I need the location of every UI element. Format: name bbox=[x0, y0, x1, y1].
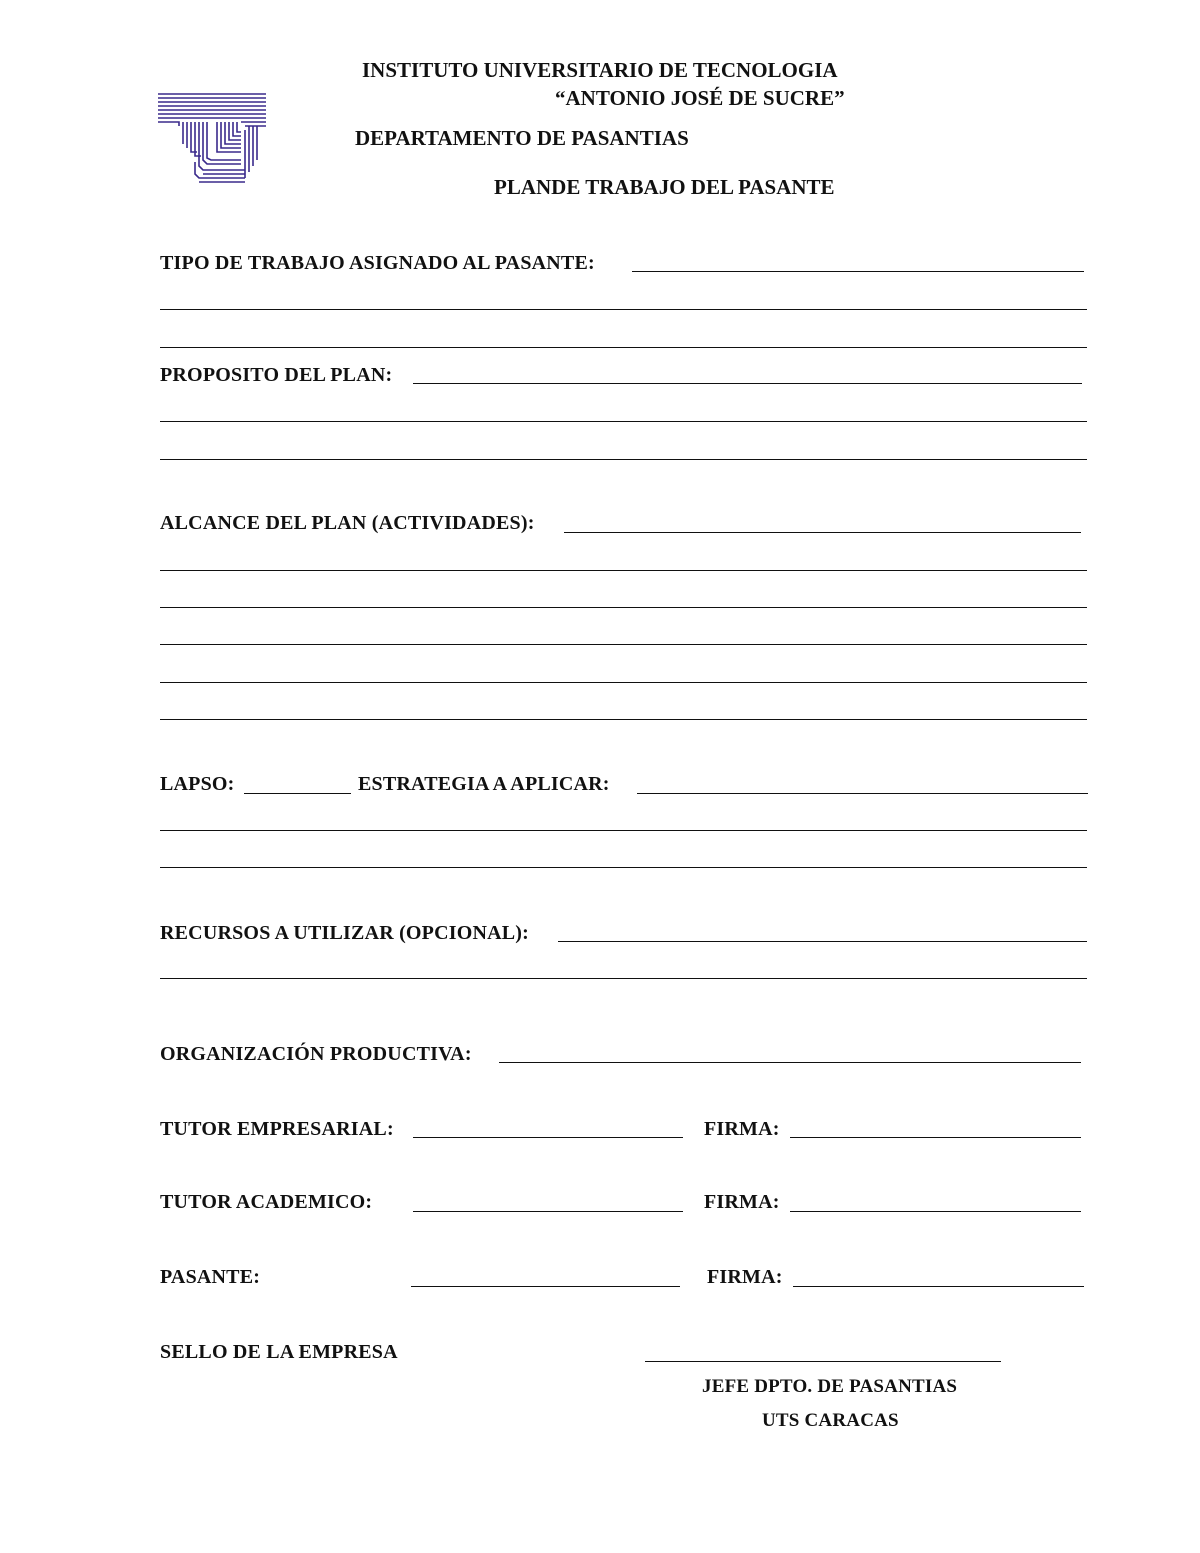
alcance-label: ALCANCE DEL PLAN (ACTIVIDADES): bbox=[160, 512, 535, 534]
alcance-line-2[interactable] bbox=[160, 570, 1087, 571]
tutor-empresarial-label: TUTOR EMPRESARIAL: bbox=[160, 1118, 394, 1140]
alcance-field[interactable] bbox=[564, 532, 1081, 533]
proposito-label: PROPOSITO DEL PLAN: bbox=[160, 364, 393, 386]
estrategia-line-2[interactable] bbox=[160, 830, 1087, 831]
alcance-line-6[interactable] bbox=[160, 719, 1087, 720]
alcance-line-4[interactable] bbox=[160, 644, 1087, 645]
tipo-trabajo-field[interactable] bbox=[632, 271, 1084, 272]
proposito-line-3[interactable] bbox=[160, 459, 1087, 460]
firma-pasante-field[interactable] bbox=[793, 1286, 1084, 1287]
tutor-empresarial-field[interactable] bbox=[413, 1137, 683, 1138]
sede-label: UTS CARACAS bbox=[762, 1410, 899, 1431]
firma-label-2: FIRMA: bbox=[704, 1191, 780, 1213]
institute-name: “ANTONIO JOSÉ DE SUCRE” bbox=[555, 86, 845, 110]
tipo-trabajo-label: TIPO DE TRABAJO ASIGNADO AL PASANTE: bbox=[160, 252, 595, 274]
jefe-firma-line[interactable] bbox=[645, 1361, 1001, 1362]
organizacion-field[interactable] bbox=[499, 1062, 1081, 1063]
form-title: PLANDE TRABAJO DEL PASANTE bbox=[494, 175, 835, 199]
firma-label-1: FIRMA: bbox=[704, 1118, 780, 1140]
lapso-field[interactable] bbox=[244, 793, 351, 794]
sello-empresa-label: SELLO DE LA EMPRESA bbox=[160, 1341, 398, 1363]
estrategia-field[interactable] bbox=[637, 793, 1088, 794]
jefe-dpto-label: JEFE DPTO. DE PASANTIAS bbox=[702, 1376, 958, 1397]
alcance-line-3[interactable] bbox=[160, 607, 1087, 608]
lapso-label: LAPSO: bbox=[160, 773, 235, 795]
tipo-trabajo-line-3[interactable] bbox=[160, 347, 1087, 348]
tipo-trabajo-line-2[interactable] bbox=[160, 309, 1087, 310]
proposito-field[interactable] bbox=[413, 383, 1082, 384]
estrategia-label: ESTRATEGIA A APLICAR: bbox=[358, 773, 610, 795]
iut-logo-icon bbox=[157, 92, 267, 184]
proposito-line-2[interactable] bbox=[160, 421, 1087, 422]
alcance-line-5[interactable] bbox=[160, 682, 1087, 683]
firma-tutor-academico-field[interactable] bbox=[790, 1211, 1081, 1212]
firma-tutor-empresarial-field[interactable] bbox=[790, 1137, 1081, 1138]
tutor-academico-field[interactable] bbox=[413, 1211, 683, 1212]
firma-label-3: FIRMA: bbox=[707, 1266, 783, 1288]
pasante-field[interactable] bbox=[411, 1286, 680, 1287]
recursos-field[interactable] bbox=[558, 941, 1087, 942]
tutor-academico-label: TUTOR ACADEMICO: bbox=[160, 1191, 373, 1213]
recursos-line-2[interactable] bbox=[160, 978, 1087, 979]
department-title: DEPARTAMENTO DE PASANTIAS bbox=[355, 126, 689, 150]
organizacion-label: ORGANIZACIÓN PRODUCTIVA: bbox=[160, 1043, 472, 1065]
pasante-label: PASANTE: bbox=[160, 1266, 261, 1288]
estrategia-line-3[interactable] bbox=[160, 867, 1087, 868]
recursos-label: RECURSOS A UTILIZAR (OPCIONAL): bbox=[160, 922, 530, 944]
institute-title: INSTITUTO UNIVERSITARIO DE TECNOLOGIA bbox=[362, 58, 838, 82]
